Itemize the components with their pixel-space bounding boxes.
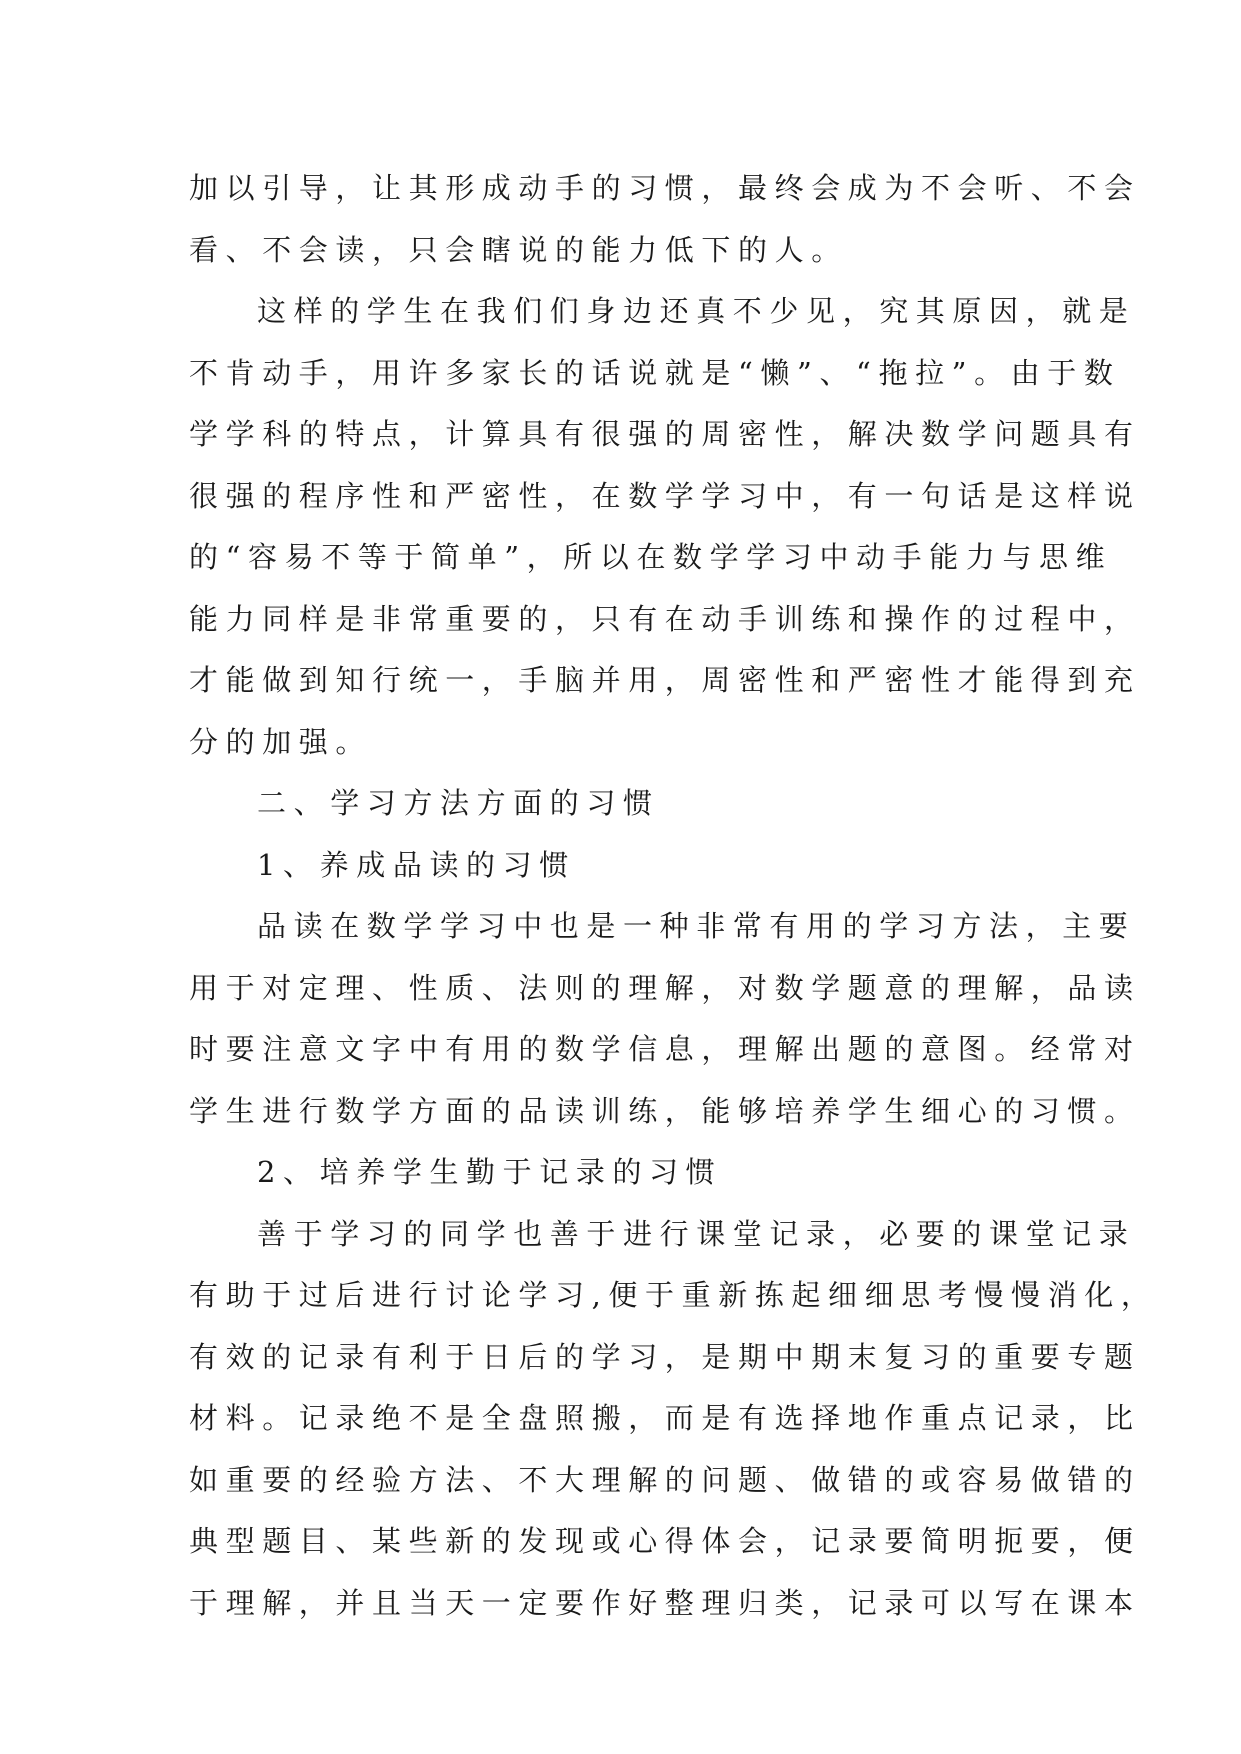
paragraph-first-line: 善于学习的同学也善于进行课堂记录，必要的课堂记录 (257, 1216, 1136, 1251)
text-line: 加以引导，让其形成动手的习惯，最终会成为不会听、不会 (189, 171, 1141, 205)
text-line: 分的加强。 (189, 724, 373, 759)
body-text (189, 158, 1158, 1634)
text-line: 的“容易不等于简单”，所以在数学学习中动手能力与思维 (189, 540, 1113, 574)
text-line: 典型题目、某些新的发现或心得体会，记录要简明扼要，便 (189, 1524, 1141, 1558)
text-line: 时要注意文字中有用的数学信息，理解出题的意图。经常对 (189, 1032, 1141, 1066)
text-line: 不肯动手，用许多家长的话说就是“懒”、“拖拉”。由于数 (189, 355, 1121, 390)
text-line: 看、不会读，只会瞎说的能力低下的人。 (189, 232, 848, 267)
text-line: 材料。记录绝不是全盘照搬，而是有选择地作重点记录，比 (189, 1401, 1141, 1435)
text-line: 有效的记录有利于日后的学习，是期中期末复习的重要专题 (189, 1339, 1141, 1374)
paragraph-first-line: 这样的学生在我们们身边还真不少见，究其原因，就是 (257, 294, 1136, 328)
text-line: 如重要的经验方法、不大理解的问题、做错的或容易做错的 (189, 1462, 1141, 1497)
subsection-heading: 1、养成品读的习惯 (257, 847, 576, 882)
section-heading: 二、学习方法方面的习惯 (257, 786, 660, 820)
paragraph-first-line: 品读在数学学习中也是一种非常有用的学习方法，主要 (257, 909, 1136, 943)
text-line: 有助于过后进行讨论学习,便于重新拣起细细思考慢慢消化， (189, 1278, 1158, 1312)
text-line: 能力同样是非常重要的，只有在动手训练和操作的过程中， (189, 601, 1141, 636)
text-line: 学学科的特点，计算具有很强的周密性，解决数学问题具有 (189, 417, 1141, 451)
text-line: 于理解，并且当天一定要作好整理归类，记录可以写在课本 (189, 1585, 1141, 1620)
subsection-heading: 2、培养学生勤于记录的习惯 (257, 1155, 723, 1189)
text-line: 才能做到知行统一，手脑并用，周密性和严密性才能得到充 (189, 663, 1141, 697)
text-line: 很强的程序性和严密性，在数学学习中，有一句话是这样说 (189, 478, 1141, 513)
text-line: 用于对定理、性质、法则的理解，对数学题意的理解，品读 (189, 970, 1141, 1005)
text-line: 学生进行数学方面的品读训练，能够培养学生细心的习惯。 (189, 1093, 1141, 1128)
